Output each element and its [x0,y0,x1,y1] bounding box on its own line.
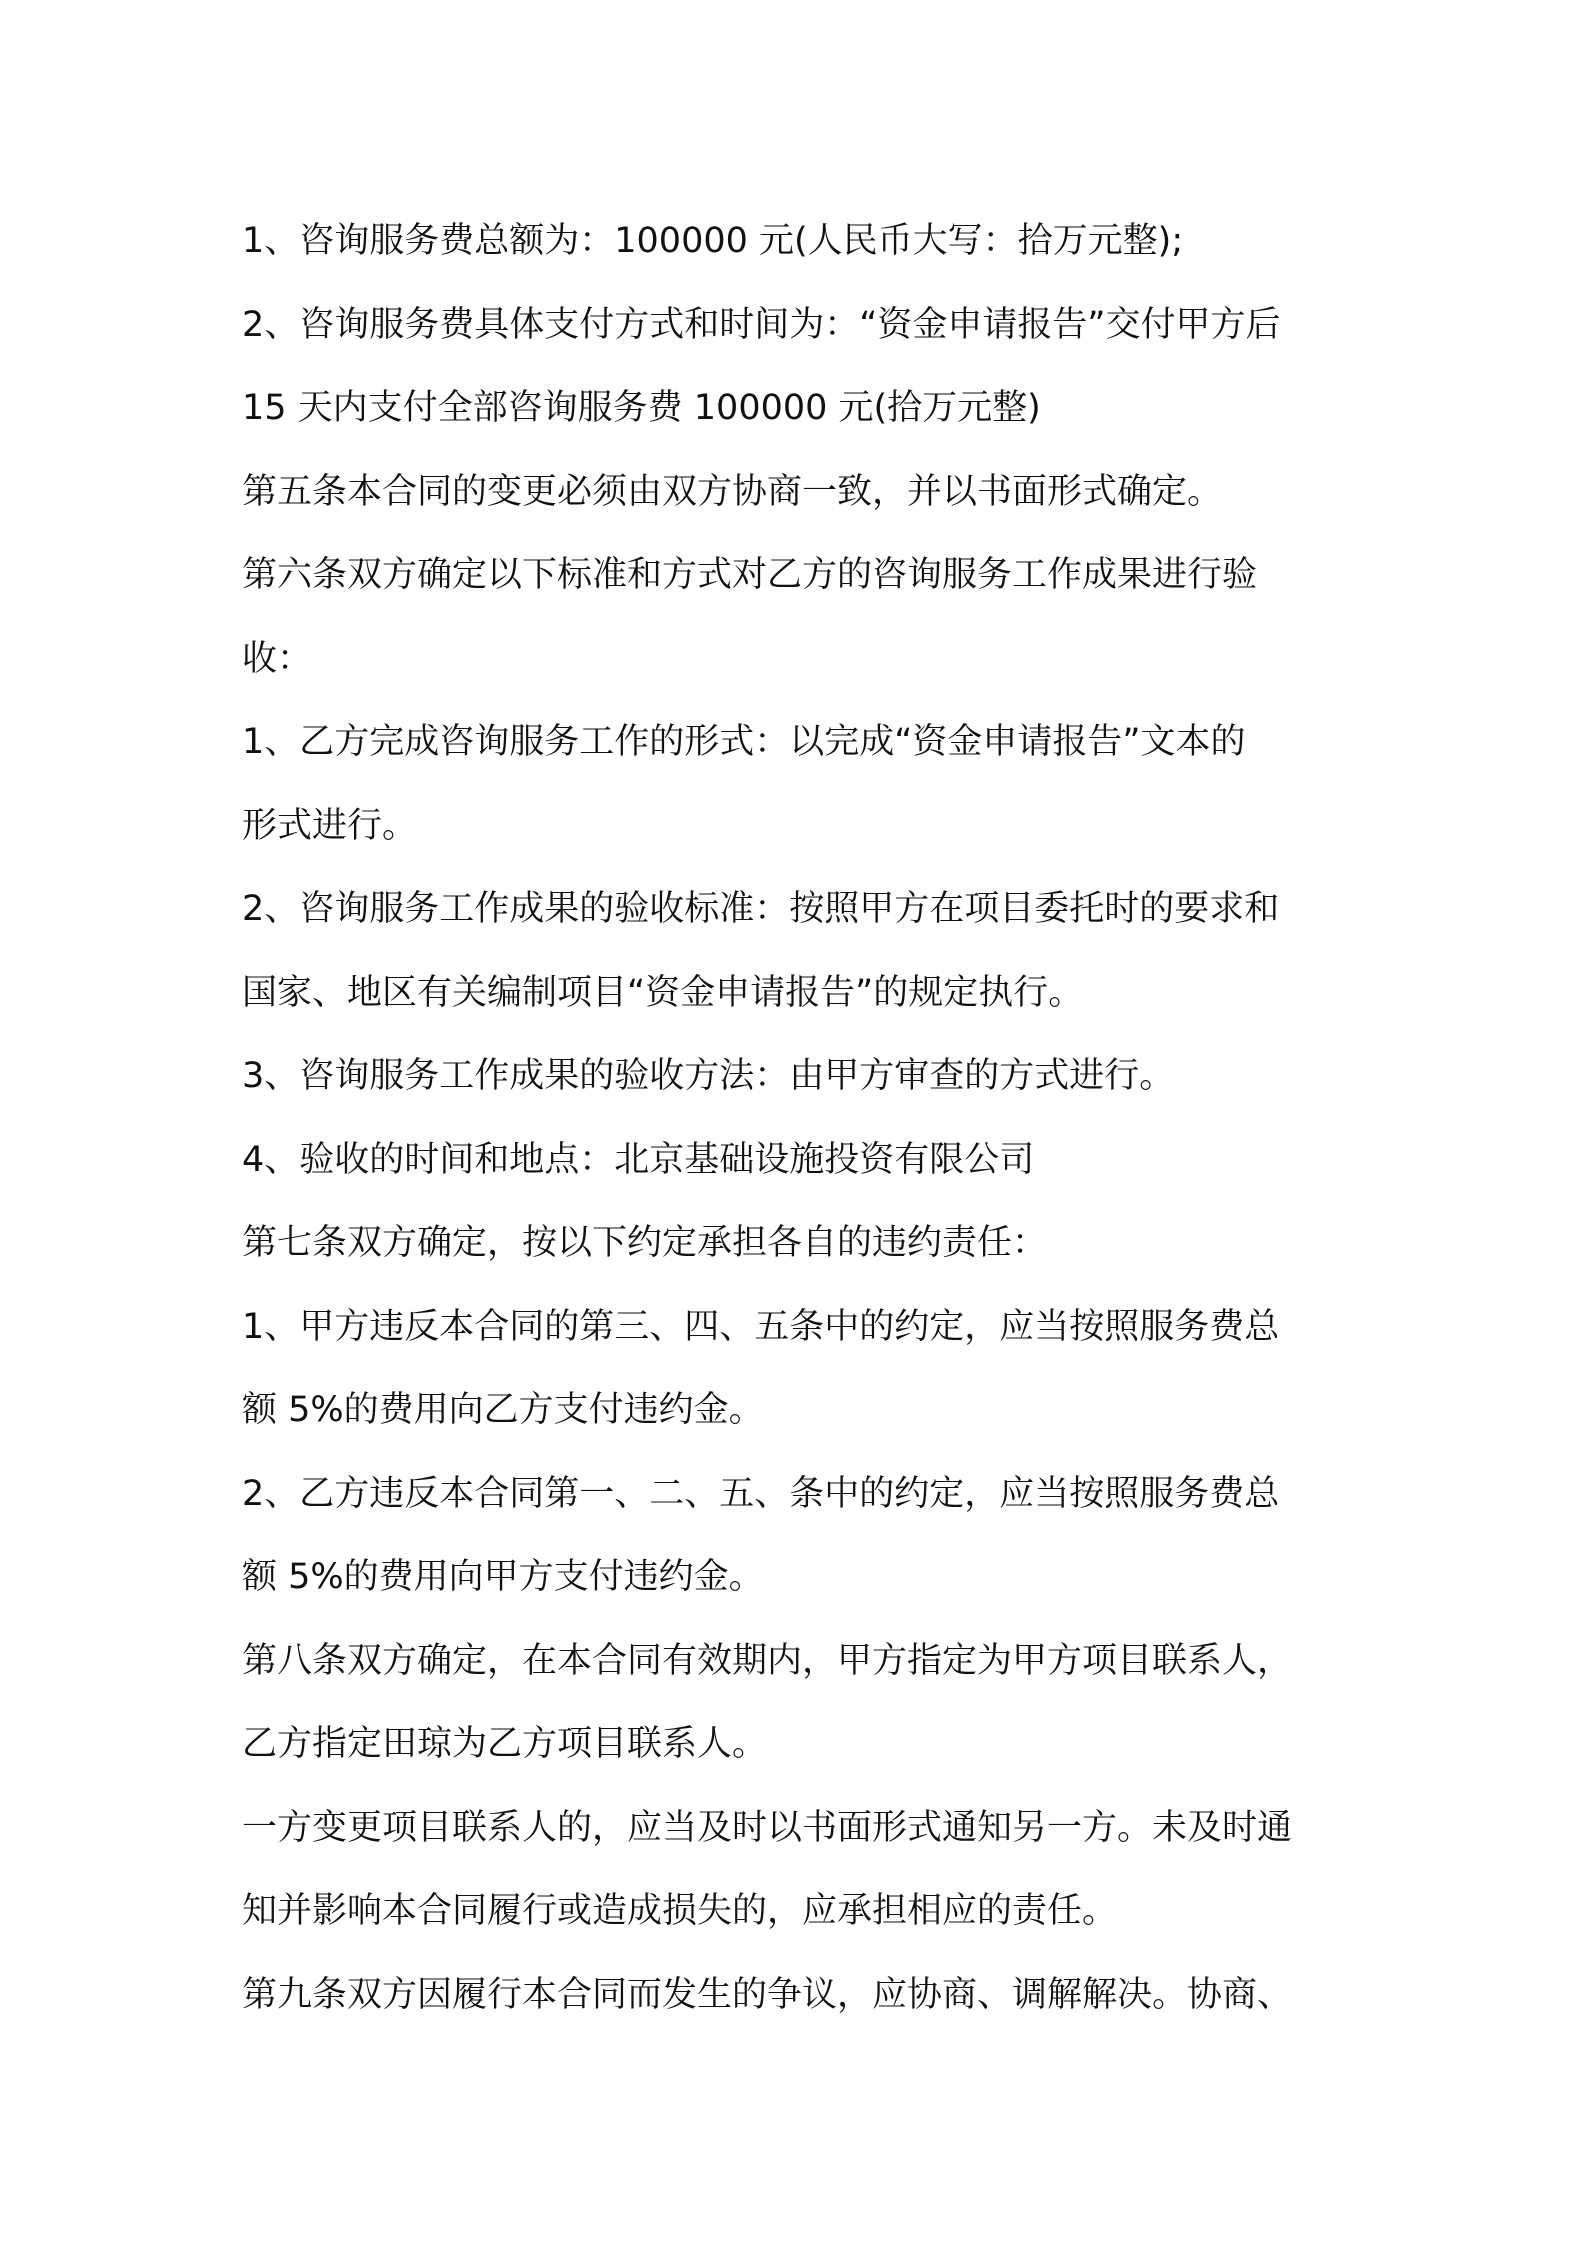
text-line-12: 4、验收的时间和地点：北京基础设施投资有限公司 [242,1139,1035,1180]
text-line-3: 15 天内支付全部咨询服务费 100000 元(拾万元整) [242,388,1041,428]
text-line-21: 知并影响本合同履行或造成损失的，应承担相应的责任。 [242,1891,1118,1931]
text-line-7: 1、乙方完成咨询服务工作的形式：以完成“资金申请报告”文本的 [242,722,1246,762]
text-line-22: 第九条双方因履行本合同而发生的争议，应协商、调解解决。协商、 [242,1974,1293,2015]
text-line-13: 第七条双方确定，按以下约定承担各自的违约责任： [242,1223,1048,1263]
text-line-17: 额 5%的费用向甲方支付违约金。 [242,1557,764,1597]
text-line-6: 收： [242,638,313,679]
text-line-9: 2、咨询服务工作成果的验收标准：按照甲方在项目委托时的要求和 [242,889,1280,929]
text-line-2: 2、咨询服务费具体支付方式和时间为：“资金申请报告”交付甲方后 [242,304,1281,345]
text-line-8: 形式进行。 [242,805,418,846]
text-line-15: 额 5%的费用向乙方支付违约金。 [242,1390,764,1430]
text-line-10: 国家、地区有关编制项目“资金申请报告”的规定执行。 [242,972,1084,1013]
text-line-20: 一方变更项目联系人的，应当及时以书面形式通知另一方。未及时通 [242,1807,1293,1848]
text-line-19: 乙方指定田琼为乙方项目联系人。 [242,1724,768,1764]
text-line-5: 第六条双方确定以下标准和方式对乙方的咨询服务工作成果进行验 [242,555,1258,595]
text-line-4: 第五条本合同的变更必须由双方协商一致，并以书面形式确定。 [242,471,1223,512]
document-body [242,200,1362,2037]
text-line-1: 1、咨询服务费总额为：100000 元(人民币大写：拾万元整); [242,221,1184,261]
text-line-16: 2、乙方违反本合同第一、二、五、条中的约定，应当按照服务费总 [242,1473,1280,1514]
text-line-18: 第八条双方确定，在本合同有效期内，甲方指定为甲方项目联系人， [242,1640,1293,1681]
text-line-14: 1、甲方违反本合同的第三、四、五条中的约定，应当按照服务费总 [242,1306,1280,1347]
text-line-11: 3、咨询服务工作成果的验收方法：由甲方审查的方式进行。 [242,1056,1175,1096]
